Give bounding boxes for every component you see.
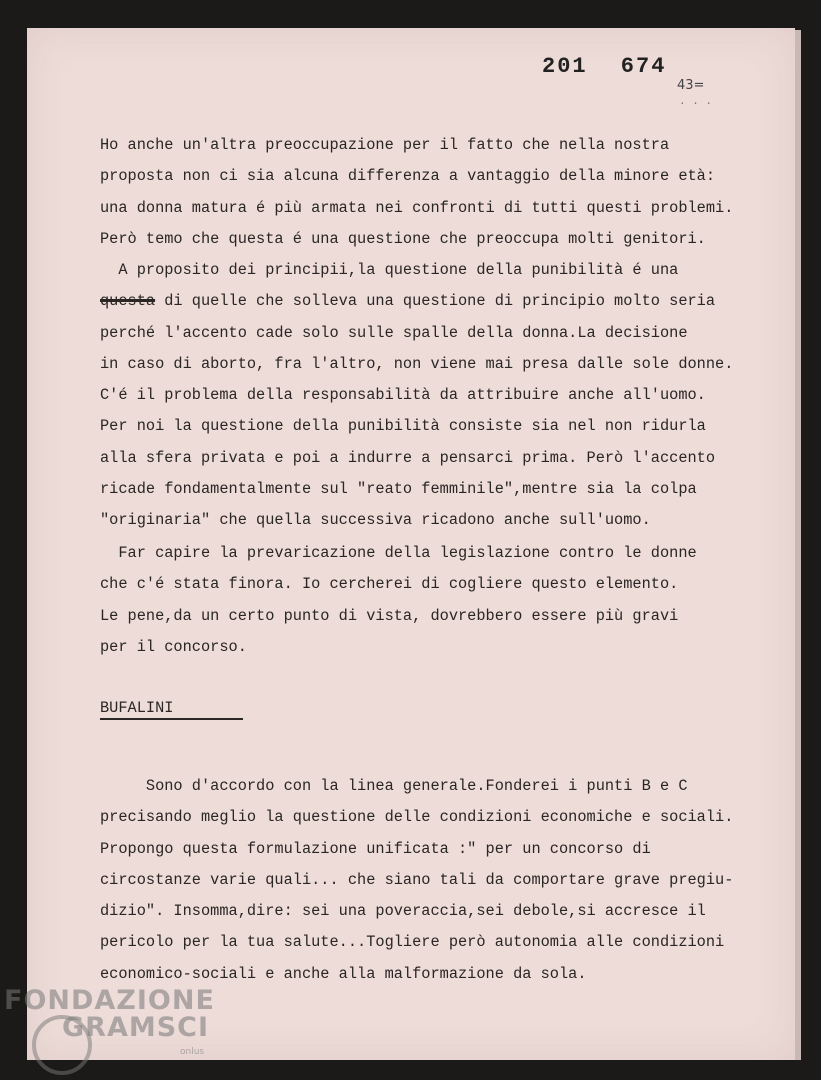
text-line: "originaria" che quella successiva ricadono anche sull'uomo. — [100, 511, 651, 530]
watermark-line-2: GRAMSCI — [62, 1012, 210, 1043]
page-number-note: 43= — [677, 78, 705, 93]
watermark-circle-icon — [32, 1015, 92, 1075]
paragraph-4 — [100, 771, 790, 990]
watermark-line-1: FONDAZIONE — [4, 985, 215, 1016]
text-line: Però temo che questa é una questione che preoccupa molti genitori. — [100, 229, 706, 248]
text-line: ricade fondamentalmente sul "reato femminile",mentre sia la colpa — [100, 480, 697, 499]
text-line: Far capire la prevaricazione della legislazione contro le donne — [100, 544, 697, 562]
watermark-logo — [4, 985, 215, 1057]
text-line: circostanze varie quali... che siano tali da comportare grave pregiu- — [100, 870, 734, 889]
text-line: per il concorso. — [100, 637, 247, 656]
text-line: che c'é stata finora. Io cercherei di cogliere questo elemento. — [100, 575, 679, 594]
text-line: una donna matura é più armata nei confronti di tutti questi problemi. — [100, 198, 734, 217]
paragraph-2 — [100, 255, 790, 537]
text-line: in caso di aborto, fra l'altro, non viene mai presa dalle sole donne. — [100, 354, 734, 373]
struck-word: questa — [100, 292, 156, 311]
page-edge — [795, 30, 801, 1060]
text-line: Le pene,da un certo punto di vista, dovrebbero essere più gravi — [100, 606, 679, 625]
text-line — [100, 286, 790, 317]
text-line: Per noi la questione della punibilità consiste sia nel non ridurla — [100, 417, 706, 436]
text-line: economico-sociali e anche alla malformazione da sola. — [100, 964, 587, 983]
text-line: dizio". Insomma,dire: sei una poveraccia,sei debole,si accresce il — [100, 902, 706, 921]
page-note-dots: . . . — [679, 96, 713, 108]
paragraph-1 — [100, 130, 790, 255]
text-line: A proposito dei principii,la questione della punibilità é una — [100, 261, 679, 279]
watermark-onlus: onlus — [180, 1047, 205, 1057]
document-page — [27, 28, 795, 1060]
text-line-rest: di quelle che solleva una questione di principio molto seria — [155, 292, 716, 311]
text-line: Sono d'accordo con la linea generale.Fonderei i punti B e C — [100, 777, 688, 795]
text-line: C'é il problema della responsabilità da attribuire anche all'uomo. — [100, 386, 706, 405]
text-line: pericolo per la tua salute...Togliere però autonomia alle condizioni — [100, 933, 725, 952]
speaker-underline — [100, 718, 243, 720]
text-line: proposta non ci sia alcuna differenza a vantaggio della minore età: — [100, 167, 716, 186]
text-line: precisando meglio la questione delle condizioni economiche e sociali. — [100, 808, 734, 827]
text-line: alla sfera privata e poi a indurre a pensarci prima. Però l'accento — [100, 448, 716, 467]
document-number: 201 674 — [542, 54, 667, 79]
text-line: perché l'accento cade solo sulle spalle della donna.La decisione — [100, 323, 688, 342]
speaker-heading: BUFALINI — [100, 699, 174, 717]
text-line: Ho anche un'altra preoccupazione per il fatto che nella nostra — [100, 136, 670, 154]
text-line: Propongo questa formulazione unificata :" per un concorso di — [100, 839, 651, 858]
paragraph-3 — [100, 538, 790, 663]
